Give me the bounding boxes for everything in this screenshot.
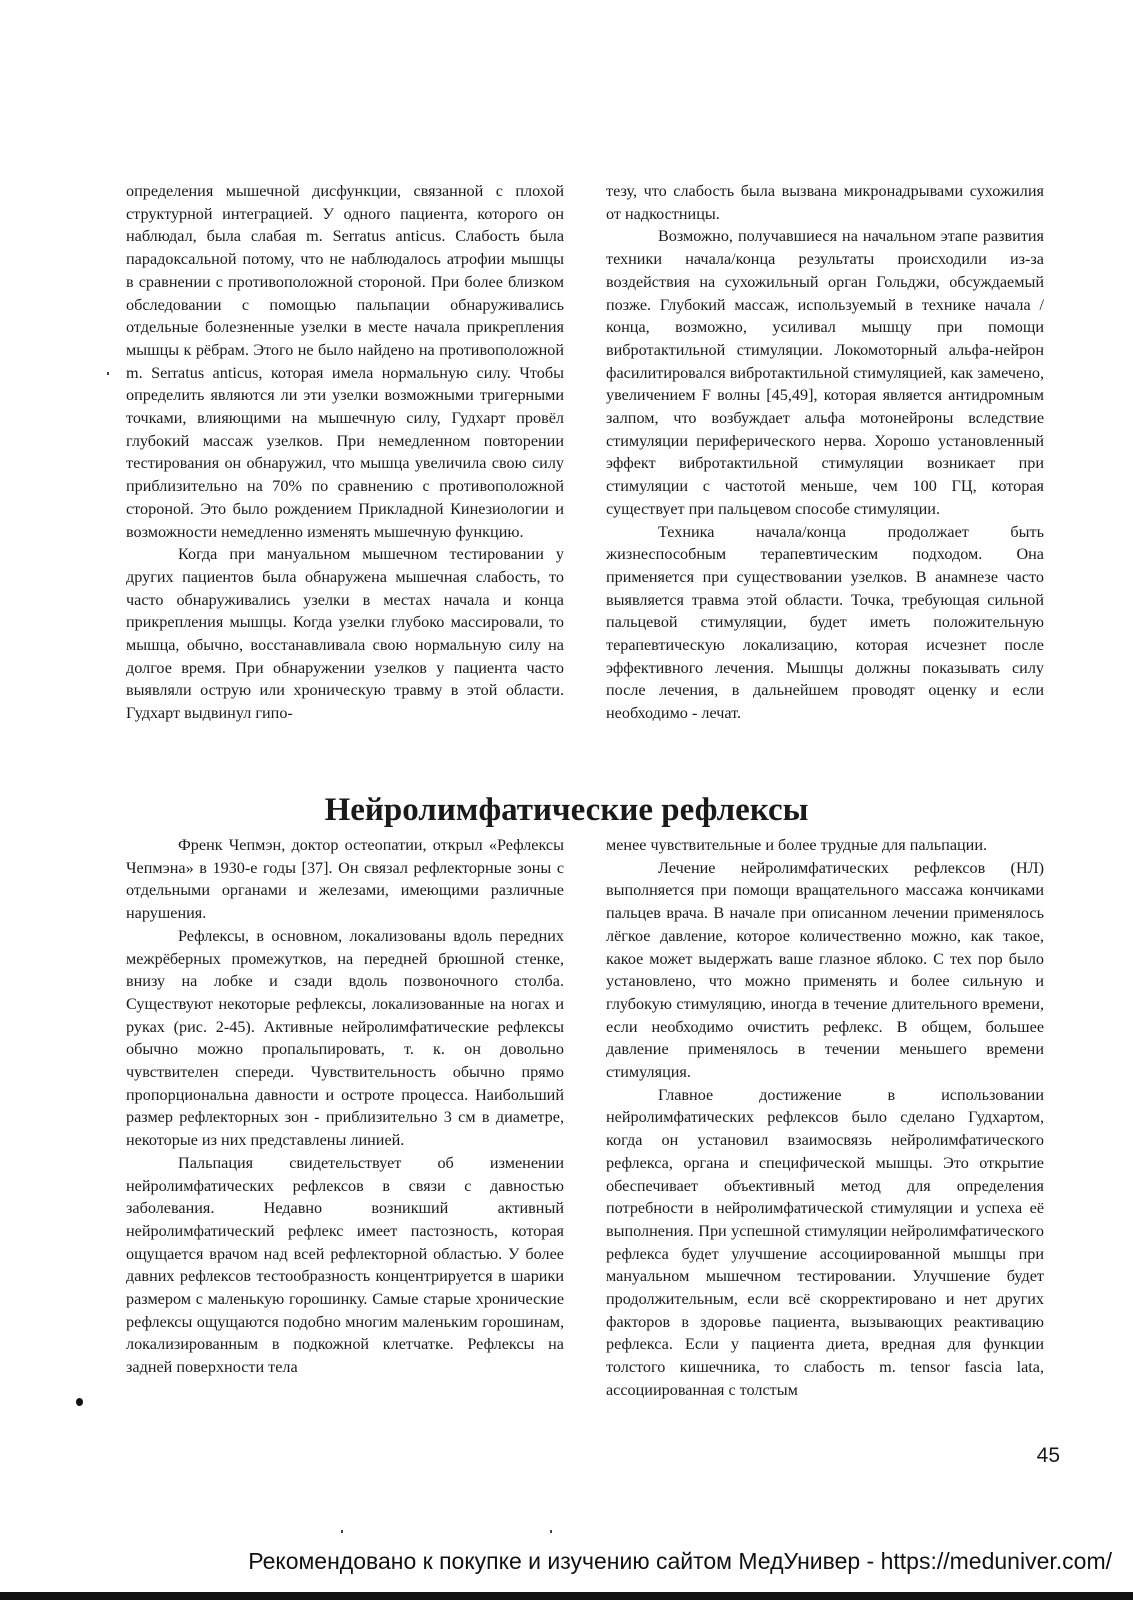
text-column-3	[126, 834, 564, 1379]
text-column-2	[606, 180, 1044, 725]
footer-link[interactable]: Рекомендовано к покупке и изучению сайтом МедУнивер - https://meduniver.com/	[248, 1548, 1112, 1574]
scan-speck	[550, 1530, 552, 1533]
paragraph: Френк Чепмэн, доктор остеопатии, открыл «Рефлексы Чепмэна» в 1930-е годы [37]. Он связал рефлекторные зоны с отдельными органами и железами, имеющими различные нарушения.	[126, 836, 564, 923]
paragraph: Когда при мануальном мышечном тестировании у других пациентов была обнаружена мышечная слабость, то часто обнаруживались узелки в местах начала и конца прикрепления мышцы. Когда узелки глубоко массировали, то мышца, обычно, восстанавливала свою нормальную силу на долгое время. При обнаружении узелков у пациента часто выявляли острую или хроническую травму в этой области. Гудхарт выдвинул гипо-	[126, 545, 564, 723]
page-number: 45	[1036, 1444, 1060, 1467]
paragraph: Возможно, получавшиеся на начальном этапе развития техники начала/конца результаты происходили из-за воздействия на сухожильный орган Гольджи, обсуждаемый позже. Глубокий массаж, используемый в технике начала / конца, возможно, усиливал мышцу при помощи вибротактильной стимуляции. Локомоторный альфа-нейрон фасилитировался вибротактильной стимуляцией, как замечено, увеличением F волны [45,49], которая является антидромным залпом, что возбуждает альфа мотонейроны вследствие стимуляции периферического нерва. Хорошо установленный эффект вибротактильной стимуляции возникает при стимуляции с частотой меньше, чем 100 ГЦ, которая существует при пальцевом способе стимуляции.	[606, 227, 1044, 518]
text-column-4	[606, 834, 1044, 1402]
paragraph: менее чувствительные и более трудные для пальпации.	[606, 836, 988, 854]
paragraph: Техника начала/конца продолжает быть жизнеспособным терапевтическим подходом. Она применяется при существовании узелков. В анамнезе часто выявляется травма этой области. Точка, требующая сильной пальцевой стимуляции, будет иметь положительную терапевтическую локализацию, которая исчезнет после эффективного лечения. Мышцы должны показывать силу после лечения, в дальнейшем проводят оценку и если необходимо - лечат.	[606, 522, 1044, 723]
paragraph: Лечение нейролимфатических рефлексов (НЛ) выполняется при помощи вращательного массажа кончиками пальцев врача. В начале при описанном лечении применялось лёгкое давление, которое количественно можно, как такое, какое может выдержать ваше глазное яблоко. С тех пор было установлено, что можно применять и более сильную и глубокую стимуляцию, иногда в течение длительного времени, если необходимо очистить рефлекс. В общем, большее давление применялось в течении меньшего времени стимуляция.	[606, 858, 1044, 1082]
paragraph: тезу, что слабость была вызвана микронадрывами сухожилия от надкостницы.	[606, 182, 1044, 223]
paragraph: Главное достижение в использовании нейролимфатических рефлексов было сделано Гудхартом, когда он установил взаимосвязь нейролимфатического рефлекса, органа и специфической мышцы. Это открытие обеспечивает объективный метод для определения потребности в нейролимфатической стимуляции и успеха её выполнения. При успешной стимуляции нейролимфатического рефлекса будет улучшение ассоциированной мышцы при мануальном мышечном тестировании. Улучшение будет продолжительным, если всё скорректировано и нет других факторов в здоровье пациента, вызывающих реактивацию рефлекса. Если у пациента диета, вредная для функции толстого кишечника, то слабость m. tensor fascia lata, ассоциированная с толстым	[606, 1085, 1044, 1399]
paragraph: Пальпация свидетельствует об изменении нейролимфатических рефлексов в связи с давностью заболевания. Недавно возникший активный нейролимфатический рефлекс имеет пастозность, которая ощущается врачом над всей рефлекторной областью. У более давних рефлексов тестообразность концентрируется в шарики размером с маленькую горошинку. Самые старые хронические рефлексы ощущаются подобно многим маленьким горошинам, локализированным в подкожной клетчатке. Рефлексы на задней поверхности тела	[126, 1153, 564, 1377]
scan-speck	[341, 1530, 343, 1533]
paragraph: Рефлексы, в основном, локализованы вдоль передних межрёберных промежутков, на передней брюшной стенке, внизу на лобке и сзади вдоль позвоночного столба. Существуют некоторые рефлексы, локализованные на ногах и руках (рис. 2-45). Активные нейролимфатические рефлексы обычно можно пропальпировать, т. к. он довольно чувствителен спереди. Чувствительность обычно прямо пропорциональна давности и остроте процесса. Наибольший размер рефлекторных зон - приблизительно 3 см в диаметре, некоторые из них представлены линией.	[126, 926, 564, 1150]
scan-speck	[107, 372, 109, 375]
text-column-1	[126, 180, 564, 725]
section-heading: Нейролимфатические рефлексы	[324, 792, 809, 828]
scan-mark	[76, 1398, 83, 1406]
bottom-edge-bar	[0, 1592, 1133, 1600]
paragraph: определения мышечной дисфункции, связанной с плохой структурной интеграцией. У одного пациента, которого он наблюдал, была слабая m. Serratus anticus. Слабость была парадоксальной потому, что не наблюдалось атрофии мышцы в сравнении с противоположной стороной. При более близком обследовании с помощью пальпации обнаруживались отдельные болезненные узелки в месте начала прикрепления мышцы к рёбрам. Этого не было найдено на противоположной m. Serratus anticus, которая имела нормальную силу. Чтобы определить являются ли эти узелки возможными тригерными точками, влияющими на мышечную силу, Гудхарт провёл глубокий массаж узелков. При немедленном повторении тестирования он обнаружил, что мышца увеличила свою силу приблизительно на 70% по сравнению с противоположной стороной. Это было рождением Прикладной Кинезиологии и возможности немедленно изменять мышечную функцию.	[126, 182, 564, 541]
